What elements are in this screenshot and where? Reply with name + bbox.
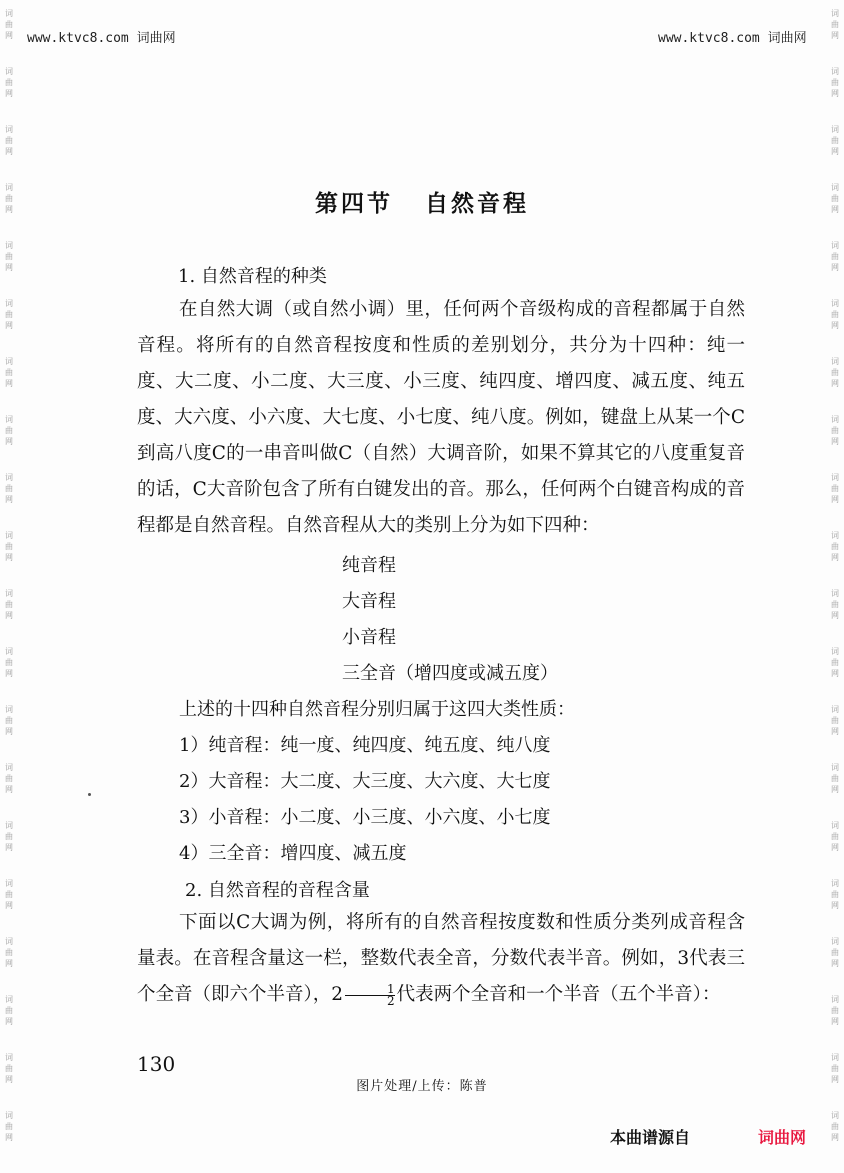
watermark-text: 词 曲 网: [831, 357, 839, 388]
group-item: 1）纯音程：纯一度、纯四度、纯五度、纯八度: [179, 735, 551, 756]
watermark-text: 词 曲 网: [5, 125, 13, 156]
watermark-text: 词 曲 网: [5, 531, 13, 562]
heading-types: 1. 自然音程的种类: [178, 266, 327, 287]
watermark-text: 词 曲 网: [831, 647, 839, 678]
watermark-text: 词 曲 网: [831, 705, 839, 736]
watermark-text: 词 曲 网: [5, 1053, 13, 1084]
watermark-text: 词 曲 网: [831, 9, 839, 40]
watermark-text: 词 曲 网: [831, 821, 839, 852]
watermark-text: 词 曲 网: [5, 357, 13, 388]
page-number: 130: [137, 1052, 176, 1076]
paragraph-content-part1: 下面以C大调为例，将所有的自然音程按度数和性质分类列成音程含量表。在音程含量这一栏，整数代表全音，分数代表半音。例如，3代表三个全音（即六个半音），2: [137, 912, 745, 1005]
watermark-text: 词 曲 网: [831, 67, 839, 98]
watermark-text: 词 曲 网: [831, 763, 839, 794]
watermark-text: 词 曲 网: [5, 183, 13, 214]
watermark-text: 词 曲 网: [831, 531, 839, 562]
source-logo[interactable]: 词曲网: [758, 1128, 807, 1147]
paragraph-content-part2: 代表两个全音和一个半音（五个半音）：: [396, 984, 721, 1005]
paragraph-summary: 上述的十四种自然音程分别归属于这四大类性质：: [179, 699, 575, 720]
source-label: 本曲谱源自: [610, 1128, 691, 1147]
watermark-text: 词 曲 网: [5, 821, 13, 852]
watermark-text: 词 曲 网: [831, 125, 839, 156]
stray-mark: [88, 793, 91, 796]
group-item: 3）小音程：小二度、小三度、小六度、小七度: [179, 807, 551, 828]
header-site-right[interactable]: www.ktvc8.com 词曲网: [658, 31, 807, 46]
watermark-text: 词 曲 网: [5, 299, 13, 330]
paragraph-content: [137, 905, 745, 1013]
watermark-text: 词 曲 网: [5, 879, 13, 910]
heading-content: 2. 自然音程的音程含量: [185, 880, 370, 901]
watermark-text: 词 曲 网: [831, 879, 839, 910]
watermark-text: 词 曲 网: [831, 995, 839, 1026]
paragraph-intro: 在自然大调（或自然小调）里，任何两个音级构成的音程都属于自然音程。将所有的自然音程按度和性质的差别划分，共分为十四种：纯一度、大二度、小二度、大三度、小三度、纯四度、增四度、减五度、纯五度、大六度、小六度、大七度、小七度、纯八度。例如，键盘上从某一个C到高八度C的一串音叫做C（自然）大调音阶，如果不算其它的八度重复音的话，C大音阶包含了所有白键发出的音。那么，任何两个白键音构成的音程都是自然音程。自然音程从大的类别上分为如下四种：: [137, 299, 745, 536]
group-item: 2）大音程：大二度、大三度、大六度、大七度: [179, 771, 551, 792]
watermark-text: 词 曲 网: [831, 1111, 839, 1142]
watermark-text: 词 曲 网: [5, 9, 13, 40]
group-item: 4）三全音：增四度、减五度: [179, 843, 407, 864]
watermark-text: 词 曲 网: [5, 995, 13, 1026]
watermark-text: 词 曲 网: [831, 299, 839, 330]
watermark-text: 词 曲 网: [5, 705, 13, 736]
watermark-text: 词 曲 网: [5, 937, 13, 968]
watermark-text: 词 曲 网: [831, 415, 839, 446]
fraction-numerator: 1: [345, 984, 395, 996]
watermark-text: 词 曲 网: [831, 473, 839, 504]
watermark-text: 词 曲 网: [5, 67, 13, 98]
category-item: 大音程: [342, 591, 396, 612]
section-name: 自然音程: [425, 191, 529, 217]
fraction-denominator: 2: [387, 993, 395, 1008]
right-watermark-strip: [826, 0, 844, 1173]
left-watermark-strip: [0, 0, 18, 1173]
category-item: 三全音（增四度或减五度）: [342, 663, 558, 684]
watermark-text: 词 曲 网: [831, 183, 839, 214]
watermark-text: 词 曲 网: [831, 241, 839, 272]
watermark-text: 词 曲 网: [5, 763, 13, 794]
section-number: 第四节: [315, 191, 393, 217]
upload-credit: 图片处理/上传：陈普: [356, 1079, 488, 1094]
header-site-left[interactable]: www.ktvc8.com 词曲网: [27, 31, 176, 46]
watermark-text: 词 曲 网: [831, 1053, 839, 1084]
watermark-text: 词 曲 网: [5, 415, 13, 446]
watermark-text: 词 曲 网: [5, 589, 13, 620]
watermark-text: 词 曲 网: [5, 1111, 13, 1142]
watermark-text: 词 曲 网: [831, 589, 839, 620]
watermark-text: 词 曲 网: [5, 241, 13, 272]
watermark-text: 词 曲 网: [5, 473, 13, 504]
section-title: [0, 185, 844, 218]
watermark-text: 词 曲 网: [5, 647, 13, 678]
fraction-half: [345, 981, 395, 1008]
category-item: 纯音程: [342, 555, 396, 576]
category-item: 小音程: [342, 627, 396, 648]
watermark-text: 词 曲 网: [831, 937, 839, 968]
